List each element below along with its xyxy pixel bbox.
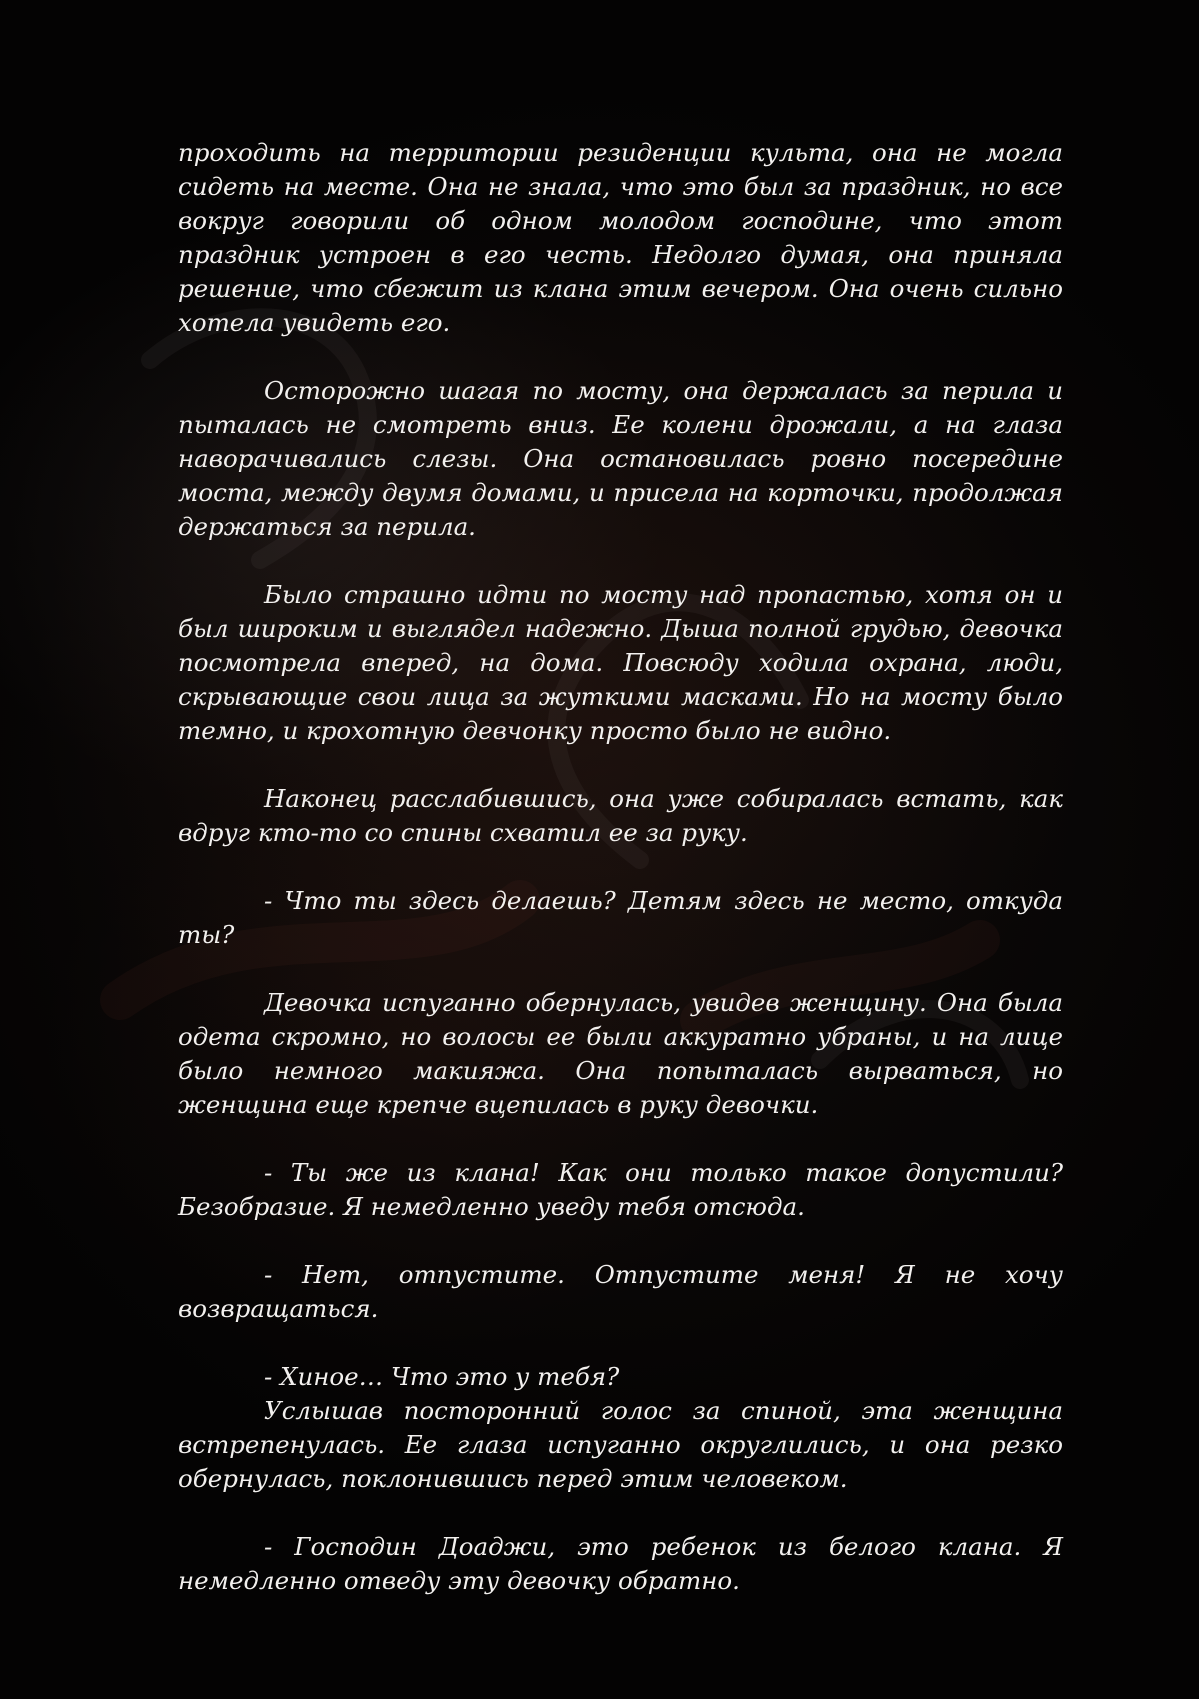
dialogue-line: - Господин Доаджи, это ребенок из белого клана. Я немедленно отведу эту девочку обратно. — [178, 1532, 1063, 1595]
paragraph: Услышав посторонний голос за спиной, эта женщина встрепенулась. Ее глаза испуганно округлились, и она резко обернулась, поклонившись перед этим человеком. — [178, 1396, 1063, 1493]
paragraph: Осторожно шагая по мосту, она держалась за перила и пыталась не смотреть вниз. Ее колени дрожали, а на глаза наворачивались слезы. Она остановилась ровно посередине моста, между двумя домами, и присела на корточки, продолжая держаться за перила. — [178, 376, 1063, 541]
dialogue-line: - Что ты здесь делаешь? Детям здесь не место, откуда ты? — [178, 886, 1063, 949]
paragraph: проходить на территории резиденции культа, она не могла сидеть на месте. Она не знала, что это был за праздник, но все вокруг говорили об одном молодом господине, что этот праздник устроен в его честь. Недолго думая, она приняла решение, что сбежит из клана этим вечером. Она очень сильно хотела увидеть его. — [178, 138, 1063, 337]
paragraph: Было страшно идти по мосту над пропастью, хотя он и был широким и выглядел надежно. Дыша полной грудью, девочка посмотрела вперед, на дома. Повсюду ходила охрана, люди, скрывающие свои лица за жуткими масками. Но на мосту было темно, и крохотную девчонку просто было не видно. — [178, 580, 1063, 745]
dialogue-line: - Нет, отпустите. Отпустите меня! Я не хочу возвращаться. — [178, 1260, 1063, 1323]
story-text — [178, 136, 1063, 1632]
paragraph: Наконец расслабившись, она уже собиралась встать, как вдруг кто-то со спины схватил ее за руку. — [178, 784, 1063, 847]
paragraph: Девочка испуганно обернулась, увидев женщину. Она была одета скромно, но волосы ее были аккуратно убраны, и на лице было немного макияжа. Она попыталась вырваться, но женщина еще крепче вцепилась в руку девочки. — [178, 988, 1063, 1119]
dialogue-line: - Ты же из клана! Как они только такое допустили? Безобразие. Я немедленно уведу тебя отсюда. — [178, 1158, 1063, 1221]
dialogue-line: - Хиное… Что это у тебя? — [264, 1362, 620, 1391]
